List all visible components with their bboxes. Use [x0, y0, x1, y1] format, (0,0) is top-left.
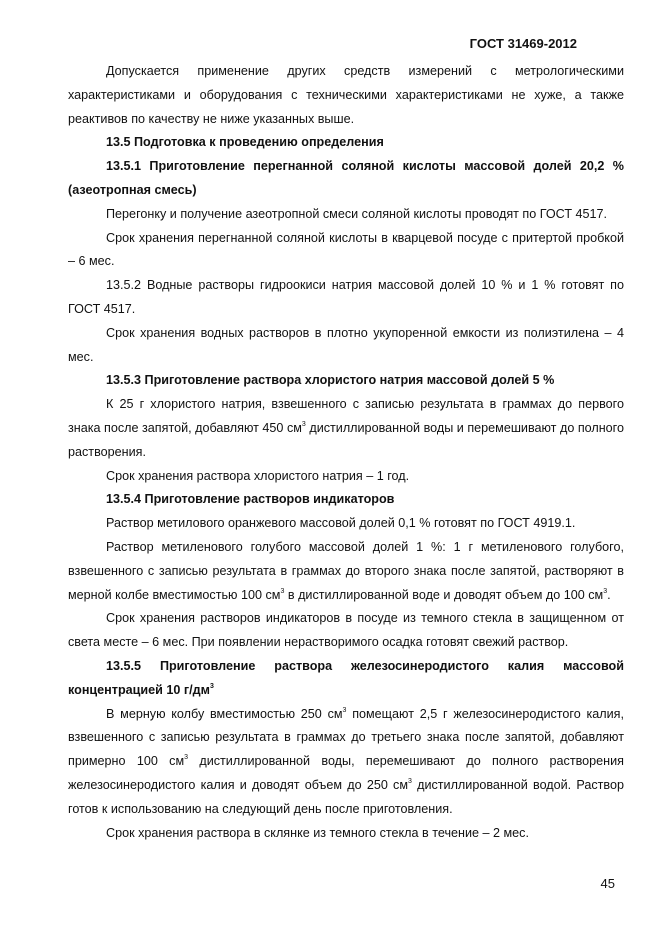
body-paragraph: [68, 536, 624, 607]
standard-header: ГОСТ 31469-2012: [469, 36, 577, 51]
body-paragraph: [68, 822, 624, 846]
text-run: Срок хранения растворов индикаторов в посуде из темного стекла в защищенном от света месте – 6 мес. При появлении нерастворимого осадка готовят свежий раствор.: [68, 611, 624, 650]
document-body: [68, 60, 624, 845]
text-run: .: [607, 587, 611, 602]
section-heading: [68, 155, 624, 203]
text-run: Срок хранения водных растворов в плотно укупоренной емкости из полиэтилена – 4 мес.: [68, 325, 624, 364]
text-run: 13.5.1 Приготовление перегнанной соляной кислоты массовой долей 20,2 % (азеотропная смесь): [68, 159, 624, 197]
text-run: 13.5 Подготовка к проведению определения: [106, 135, 384, 150]
text-run: Раствор метилового оранжевого массовой долей 0,1 % готовят по ГОСТ 4919.1.: [106, 516, 576, 531]
body-paragraph: [68, 227, 624, 275]
body-paragraph: [68, 465, 624, 489]
body-paragraph: [68, 203, 624, 227]
text-run: 13.5.5 Приготовление раствора железосинеродистого калия массовой концентрацией 10 г/дм: [68, 658, 624, 697]
superscript: 3: [603, 587, 608, 595]
text-run: 13.5.3 Приготовление раствора хлористого натрия массовой долей 5 %: [106, 373, 555, 388]
body-paragraph: [68, 60, 624, 131]
superscript: 3: [184, 754, 189, 762]
page-number: 45: [600, 876, 615, 891]
text-run: дистиллированной воды, перемешивают до полного растворения железосинеродистого калия и доводят объем до 250 см: [68, 754, 624, 792]
text-run: В мерную колбу вместимостью 250 см: [106, 706, 343, 721]
text-run: в дистиллированной воде и доводят объем до 100 см: [284, 587, 604, 602]
superscript: 3: [280, 587, 285, 595]
section-heading: [68, 369, 624, 393]
section-heading: [68, 655, 624, 703]
text-run: Срок хранения перегнанной соляной кислоты в кварцевой посуде с притертой пробкой – 6 мес.: [68, 230, 624, 269]
body-paragraph: [68, 703, 624, 822]
body-paragraph: [68, 274, 624, 322]
body-paragraph: [68, 607, 624, 655]
text-run: Перегонку и получение азеотропной смеси соляной кислоты проводят по ГОСТ 4517.: [106, 206, 608, 221]
body-paragraph: [68, 512, 624, 536]
superscript: 3: [342, 706, 347, 714]
text-run: дистиллированной воды и перемешивают до полного растворения.: [68, 420, 625, 459]
section-heading: [68, 488, 624, 512]
text-run: Срок хранения раствора в склянке из темного стекла в течение – 2 мес.: [106, 825, 529, 840]
body-paragraph: [68, 322, 624, 370]
body-paragraph: [68, 393, 624, 464]
superscript: 3: [209, 682, 214, 690]
superscript: 3: [301, 420, 306, 428]
text-run: дистиллированной водой. Раствор готов к использованию на следующий день после приготовления.: [68, 777, 624, 816]
text-run: К 25 г хлористого натрия, взвешенного с записью результата в граммах до первого знака после запятой, добавляют 450 см: [68, 397, 624, 435]
text-run: помещают 2,5 г железосинеродистого калия, взвешенного с записью результата в граммах до третьего знака после запятой, добавляют примерно 100 см: [68, 706, 624, 769]
text-run: 13.5.2 Водные растворы гидроокиси натрия массовой долей 10 % и 1 % готовят по ГОСТ 4517.: [68, 278, 624, 316]
text-run: Раствор метиленового голубого массовой долей 1 %: 1 г метиленового голубого, взвешенного с записью результата в граммах до второго знака после запятой, растворяют в мерной колбе вместимостью 100 см: [68, 539, 624, 602]
section-heading: [68, 131, 624, 155]
text-run: 13.5.4 Приготовление растворов индикаторов: [106, 492, 395, 507]
text-run: Допускается применение других средств измерений с метрологическими характеристиками и оборудования с техническими характеристиками не хуже, а также реактивов по качеству не ниже указанных выше.: [68, 64, 624, 126]
text-run: Срок хранения раствора хлористого натрия – 1 год.: [106, 468, 410, 483]
superscript: 3: [408, 777, 412, 785]
